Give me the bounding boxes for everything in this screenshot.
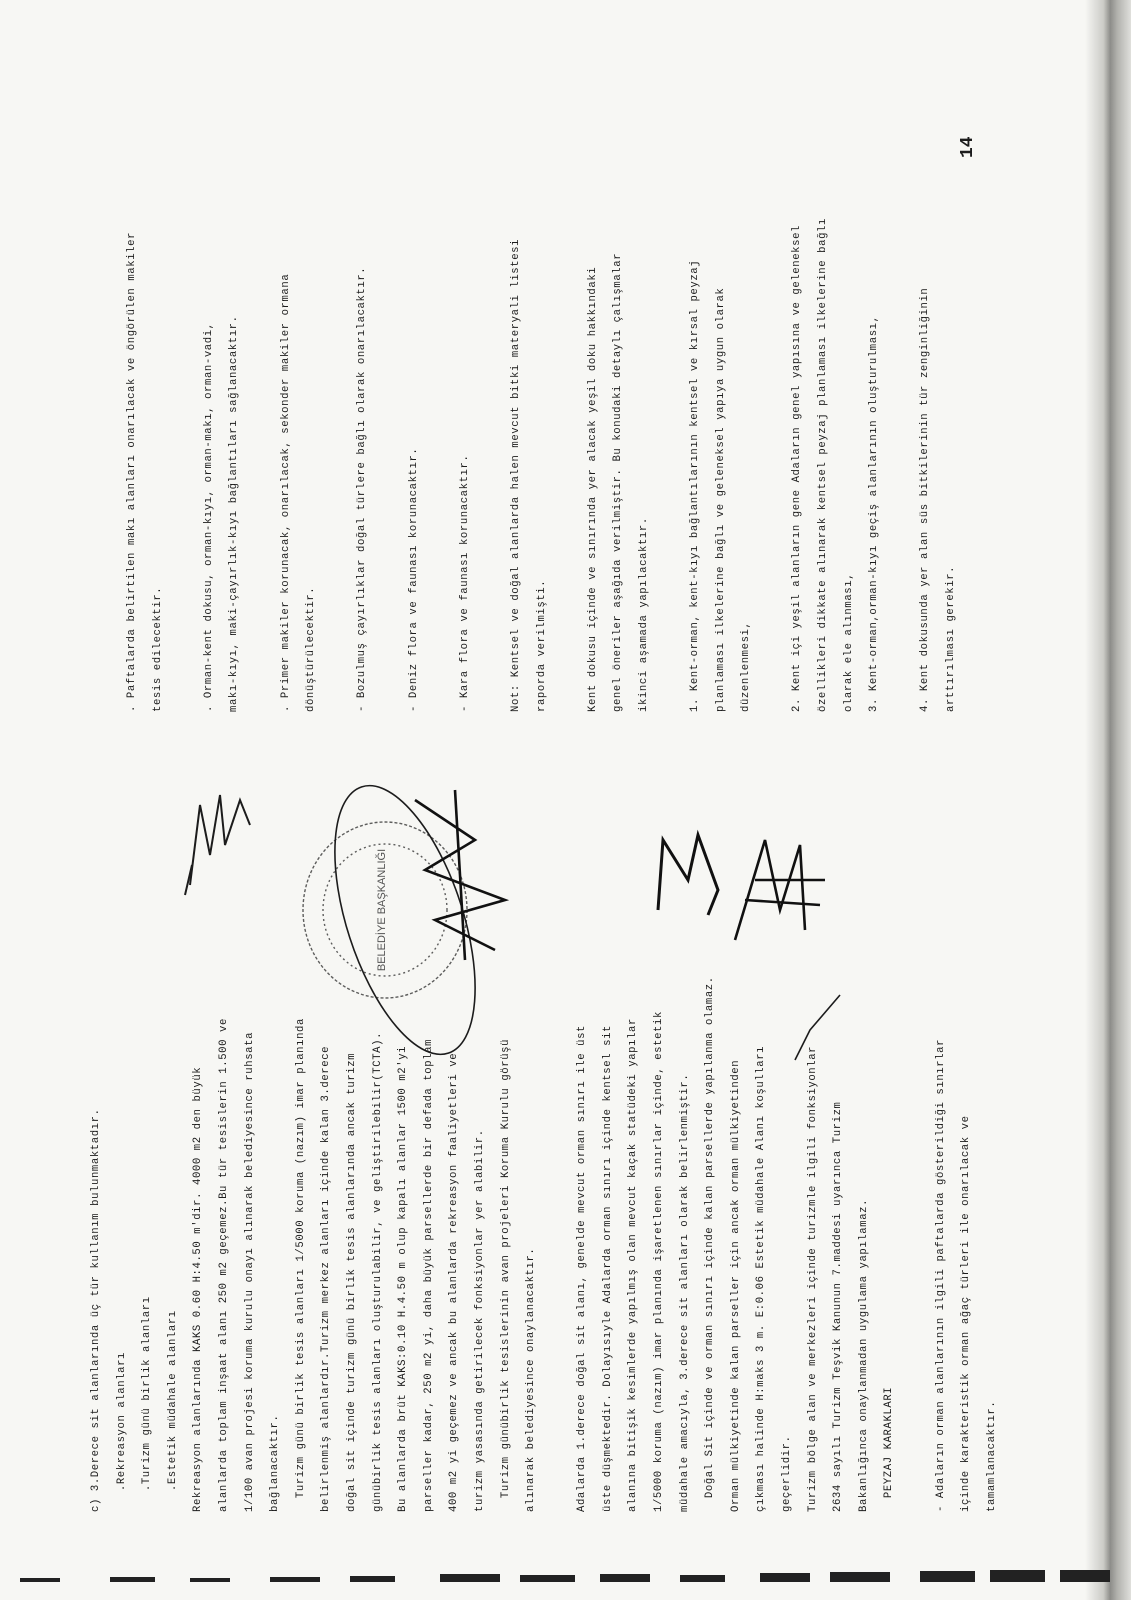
text-line [427, 218, 453, 712]
text-line: parseller kadar, 250 m2 yi, daha büyük parsellerde bir defada toplam [422, 1038, 435, 1512]
text-line: Turizm günübirlik tesislerinin avan projeleri Koruma Kurulu görüşü [499, 1038, 512, 1512]
text-line: ikinci aşamada yapılacaktır. [637, 517, 650, 712]
text-line: 3. Kent-orman,orman-kıyı geçiş alanlarının oluşturulması, [868, 315, 881, 712]
text-line [325, 218, 351, 712]
text-line: içinde karakteristik orman ağaç türleri ile onarılacak ve [960, 1115, 973, 1512]
text-line [545, 976, 571, 1512]
text-line: .Rekreasyon alanları [115, 1351, 128, 1512]
text-line: Rekreasyon alanlarında KAKS 0.60 H:4.50 m'dir. 4000 m2 den büyük [192, 1066, 205, 1512]
text-line: 400 m2 yi geçemez ve ancak bu alanlarda rekreasyon faaliyetleri ve [448, 1052, 461, 1512]
text-line: - Adaların orman alanlarının ilgili paftalarda gösterildiği sınırlar [934, 1038, 947, 1512]
text-line: - Bozulmuş çayırlıklar doğal türlere bağlı olarak onarılacaktır. [356, 266, 369, 712]
text-line: özellikleri dikkate alınarak kentsel peyzaj planlaması ilkelerine bağlı [817, 218, 830, 712]
text-line: 2634 sayılı Turizm Teşvik Kanunun 7.maddesi uyarınca Turizm [832, 1101, 845, 1512]
text-line: - Deniz flora ve faunası korunacaktır. [407, 447, 420, 712]
text-line: Bakanlığınca onaylanmadan uygulama yapılamaz. [857, 1198, 870, 1512]
text-line: Not: Kentsel ve doğal alanlarda halen mevcut bitki materyali listesi [509, 238, 522, 712]
text-line: genel öneriler aşağıda verilmiştir. Bu konudaki detaylı çalışmalar [612, 252, 625, 712]
text-line: olarak ele alınması, [842, 572, 855, 712]
text-line: Adalarda 1.derece doğal sit alanı, genelde mevcut orman sınırı ile üst [576, 1024, 589, 1512]
text-line: c) 3.Derece sit alanlarında üç tür kullanım bulunmaktadır. [90, 1108, 102, 1512]
text-line: . Paftalarda belirtilen makı alanları onarılacak ve öngörülen makiler [126, 231, 138, 712]
text-line: .Turizm günü birlik alanları [141, 1296, 154, 1512]
stamp-text: BELEDİYE BAŞKANLIĞI [376, 848, 388, 972]
text-line: 1. Kent-orman, kent-kıyı bağlantılarının kentsel ve kırsal peyzaj [689, 259, 702, 712]
text-line [171, 218, 197, 712]
text-line: raporda verilmişti. [535, 579, 548, 712]
scan-edge-bottom [0, 1564, 1131, 1594]
text-line: .Estetik müdahale alanları [166, 1310, 179, 1512]
signature-2 [395, 780, 535, 970]
right-text-column [120, 218, 965, 712]
text-line: alanına bitişik kesimlerde yapılmış olan mevcut kaçak statüdeki yapılar [627, 1018, 640, 1512]
text-line [760, 218, 786, 712]
text-line [657, 218, 683, 712]
text-line [478, 218, 504, 712]
text-line: Turizm günü birlik tesis alanları 1/5000 koruma (nazım) imar planında [294, 1018, 307, 1512]
text-line: 4. Kent dokusunda yer alan süs bitkilerinin tür zenginliğinin [919, 287, 932, 712]
text-line: bağlanacaktır. [269, 1414, 282, 1512]
text-line: alanlarda toplam inşaat alanı 250 m2 geçemez.Bu tür tesislerin 1.500 ve [217, 1018, 230, 1512]
text-line: makı-kıyı, maki-çayırlık-kıyı bağlantıları sağlanacaktır. [228, 315, 241, 712]
text-line [903, 976, 929, 1512]
text-line: Bu alanlarda brüt KAKS:0.10 H.4.50 m olup kapalı alanlar 1500 m2'yi [397, 1045, 410, 1512]
text-line: üste düşmektedir. Dolayısıyle Adalarda orman sınırı içinde kentsel sit [601, 1024, 614, 1512]
left-text-column [84, 976, 1005, 1512]
text-line: . Orman-kent dokusu, orman-kıyı, orman-makı, orman-vadi, [202, 322, 215, 712]
text-line: tamamlanacaktır. [985, 1400, 998, 1512]
signature-1 [180, 785, 270, 905]
text-line: dönüştürülecektir. [305, 586, 318, 712]
text-line: PEYZAJ KARAKLARI [883, 1386, 896, 1512]
text-line: Doğal Sit içinde ve orman sınırı içinde kalan parsellerde yapılanma olamaz. [704, 976, 717, 1512]
text-line: planlaması ilkelerine bağlı ve geleneksel yapıya uygun olarak [714, 287, 727, 712]
scan-edge-right [1085, 0, 1131, 1600]
text-line: turizm yasasında getirilecek fonksiyonlar yer alabilir. [473, 1129, 486, 1512]
text-line: 1/100 avan projesi koruma kurulu onayı alınarak belediyesince ruhsata [243, 1031, 256, 1512]
signature-4 [725, 820, 835, 960]
text-line: Kent dokusu içinde ve sınırında yer alacak yeşil doku hakkındaki [586, 266, 599, 712]
signature-5 [785, 990, 855, 1070]
text-line: - Kara flora ve faunası korunacaktır. [458, 454, 471, 712]
text-line: doğal sit içinde turizm günü birlik tesis alanlarında ancak turizm [345, 1052, 358, 1512]
text-line: 1/5000 koruma (nazım) imar planında işaretlenen sınırlar içinde, estetik [653, 1011, 666, 1512]
text-line: çıkması halinde H:maks 3 m. E:0.06 Estetik müdahale Alanı koşulları [755, 1045, 768, 1512]
text-line [555, 218, 581, 712]
text-line: Turizm bölge alan ve merkezleri içinde turizmle ilgili fonksiyonlar [806, 1045, 819, 1512]
page-number: 14 [958, 136, 978, 158]
text-line [376, 218, 402, 712]
text-line: belirlenmiş alanlardır.Turizm merkez alanları içinde kalan 3.derece [320, 1045, 333, 1512]
text-line: . Primer makiler korunacak, onarılacak, sekonder makiler ormana [279, 273, 292, 712]
text-line: tesis edilecektir. [151, 586, 164, 712]
text-line: 2. Kent içi yeşil alanların gene Adaların genel yapısına ve geleneksel [791, 224, 804, 712]
text-line [888, 218, 914, 712]
text-line [248, 218, 274, 712]
text-line: alınarak belediyesince onaylanacaktır. [525, 1247, 538, 1512]
text-line: Orman mülkiyetinde kalan parseller için ancak orman mülkiyetinden [729, 1059, 742, 1512]
text-line: geçerlidir. [781, 1435, 794, 1512]
text-line: müdahale amacıyla, 3.derece sit alanları olarak belirlenmiştir. [678, 1073, 691, 1512]
text-line: düzenlenmesi, [740, 621, 753, 712]
text-line: günübirlik tesis alanları oluşturulabilir, ve geliştirilebilir(TCTA). [371, 1031, 384, 1512]
text-line: arttırılması gerekir. [945, 565, 957, 712]
